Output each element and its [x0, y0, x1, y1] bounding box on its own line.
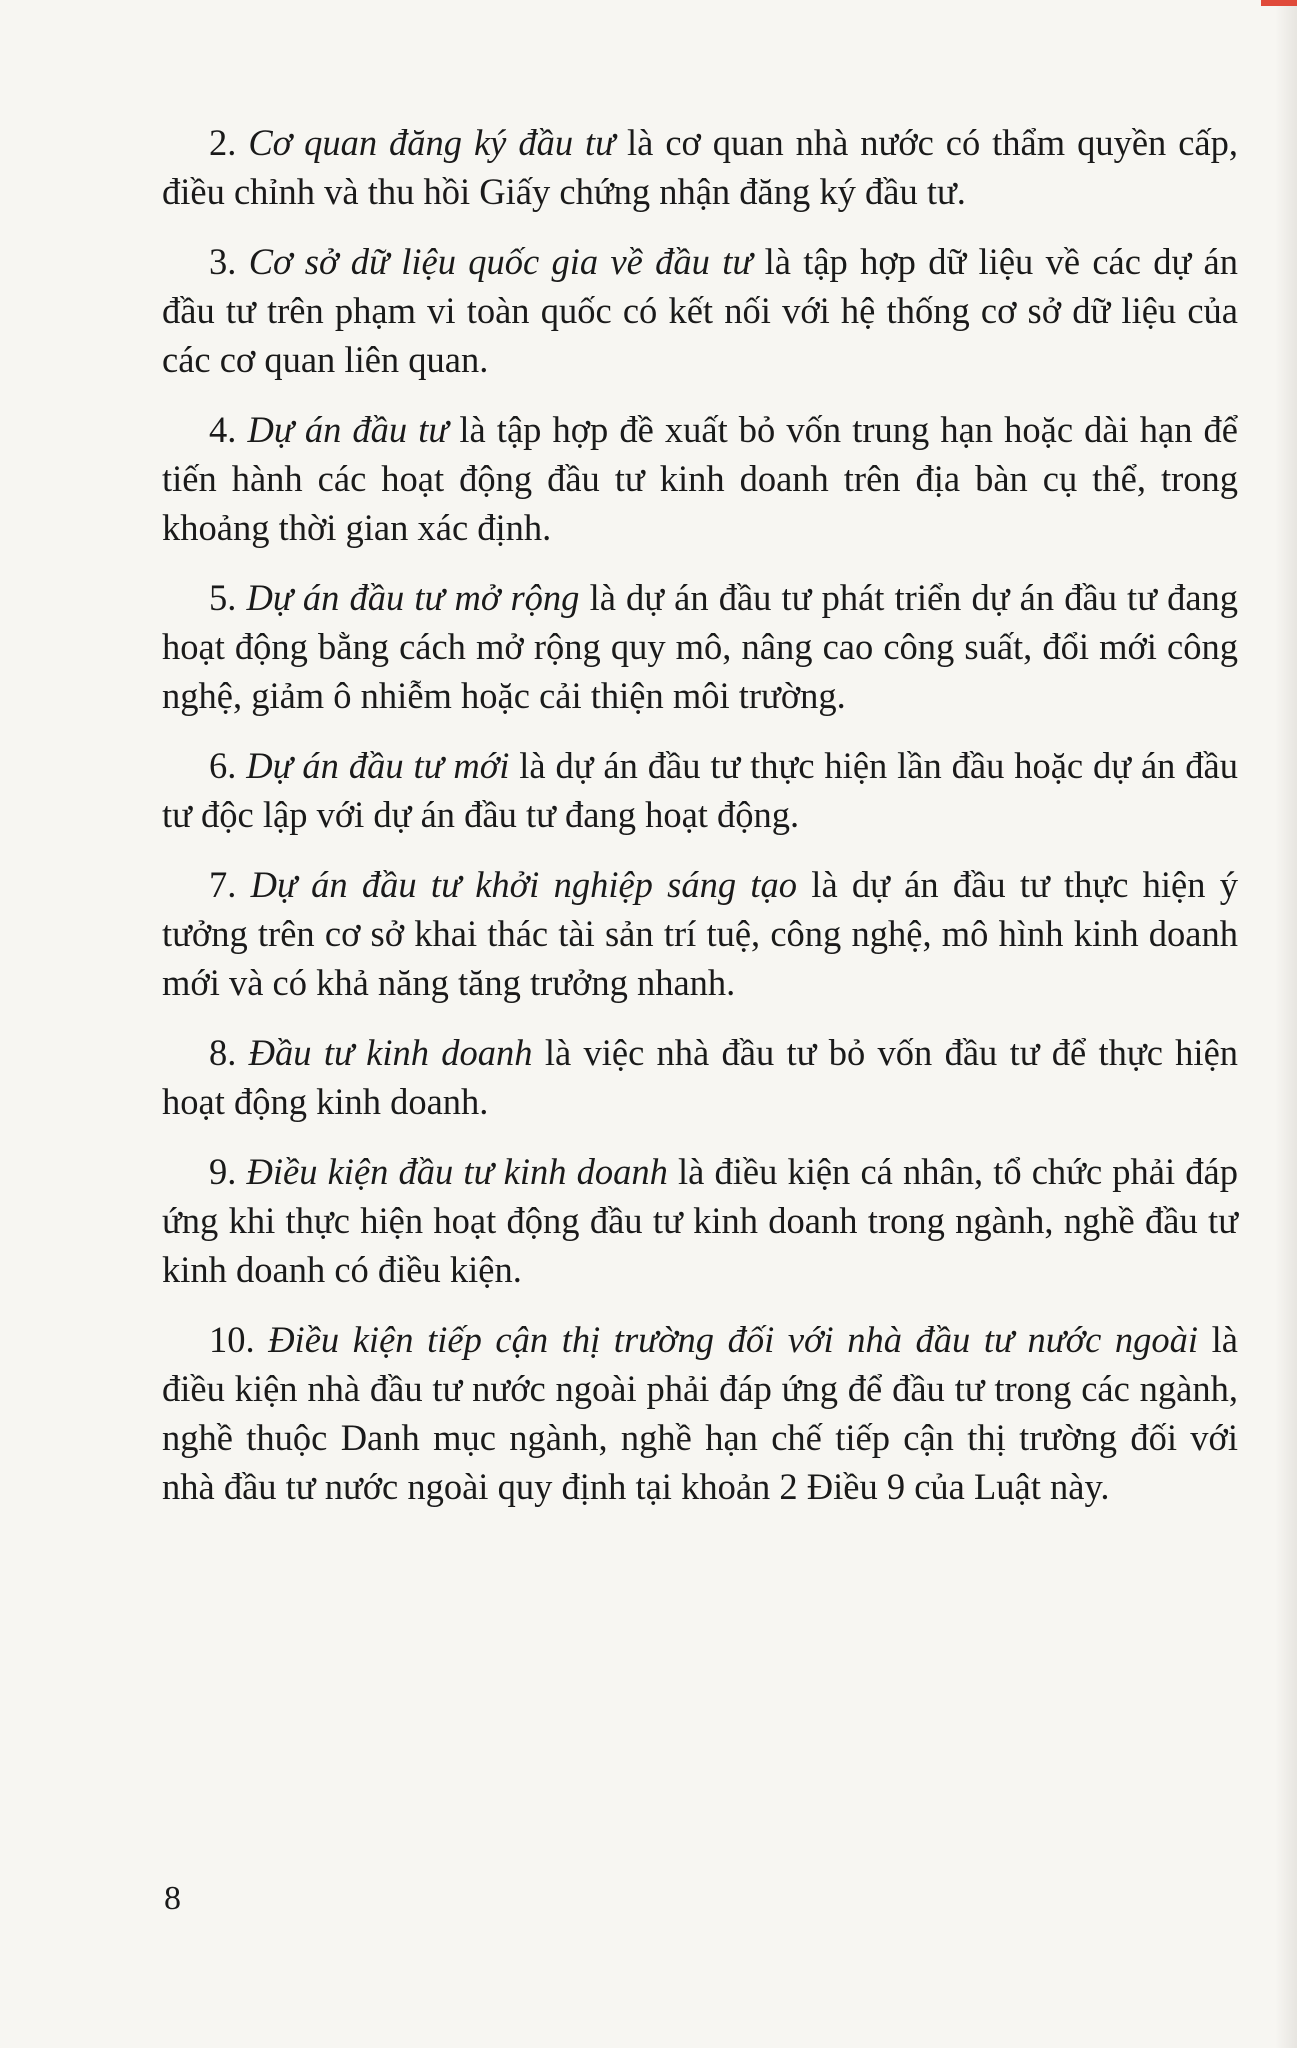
item-number: 3.	[209, 241, 237, 282]
item-number: 10.	[209, 1319, 255, 1360]
defined-term: Đầu tư kinh doanh	[248, 1032, 533, 1073]
definition-paragraph-5	[162, 573, 1238, 720]
definition-text: là tập hợp đề xuất bỏ vốn trung hạn hoặc dài hạn để tiến hành các hoạt động đầu tư kinh doanh trên địa bàn cụ thể, trong khoảng thời gian xác định.	[162, 409, 1239, 548]
definition-text: là điều kiện nhà đầu tư nước ngoài phải đáp ứng để đầu tư trong các ngành, nghề thuộc Danh mục ngành, nghề hạn chế tiếp cận thị trường đối với nhà đầu tư nước ngoài quy định tại khoản 2 Điều 9 của Luật này.	[162, 1319, 1238, 1507]
definition-text: là tập hợp dữ liệu về các dự án đầu tư trên phạm vi toàn quốc có kết nối với hệ thống cơ sở dữ liệu của các cơ quan liên quan.	[162, 241, 1239, 380]
defined-term: Dự án đầu tư mới	[246, 745, 510, 786]
definition-paragraph-8	[162, 1028, 1238, 1126]
definition-paragraph-4	[162, 405, 1238, 552]
defined-term: Dự án đầu tư mở rộng	[246, 577, 580, 618]
definition-paragraph-6	[162, 741, 1238, 839]
definition-text: là điều kiện cá nhân, tổ chức phải đáp ứng khi thực hiện hoạt động đầu tư kinh doanh trong ngành, nghề đầu tư kinh doanh có điều kiện.	[162, 1151, 1238, 1290]
item-number: 4.	[209, 409, 237, 450]
definition-text: là dự án đầu tư thực hiện ý tưởng trên cơ sở khai thác tài sản trí tuệ, công nghệ, mô hình kinh doanh mới và có khả năng tăng trưởng nhanh.	[162, 864, 1239, 1003]
definition-text: là dự án đầu tư thực hiện lần đầu hoặc dự án đầu tư độc lập với dự án đầu tư đang hoạt động.	[162, 745, 1238, 835]
corner-color-mark	[1261, 0, 1297, 6]
definition-text: là dự án đầu tư phát triển dự án đầu tư đang hoạt động bằng cách mở rộng quy mô, nâng cao công suất, đổi mới công nghệ, giảm ô nhiễm hoặc cải thiện môi trường.	[162, 577, 1239, 716]
item-number: 5.	[209, 577, 237, 618]
item-number: 7.	[209, 864, 237, 905]
item-number: 6.	[209, 745, 237, 786]
page-edge-shadow	[1275, 0, 1297, 2048]
page-number: 8	[164, 1880, 181, 1917]
defined-term: Cơ sở dữ liệu quốc gia về đầu tư	[248, 241, 753, 282]
item-number: 2.	[209, 122, 237, 163]
definition-text: là việc nhà đầu tư bỏ vốn đầu tư để thực hiện hoạt động kinh doanh.	[162, 1032, 1239, 1122]
definition-paragraph-7	[162, 860, 1238, 1007]
definition-paragraph-3	[162, 237, 1238, 384]
definition-text: là cơ quan nhà nước có thẩm quyền cấp, điều chỉnh và thu hồi Giấy chứng nhận đăng ký đầu tư.	[162, 122, 1239, 212]
definition-paragraph-9	[162, 1147, 1238, 1294]
definition-paragraph-10	[162, 1315, 1238, 1511]
definitions-text	[162, 118, 1238, 1532]
defined-term: Dự án đầu tư	[247, 409, 449, 450]
defined-term: Dự án đầu tư khởi nghiệp sáng tạo	[250, 864, 798, 905]
defined-term: Cơ quan đăng ký đầu tư	[248, 122, 616, 163]
item-number: 9.	[209, 1151, 237, 1192]
defined-term: Điều kiện đầu tư kinh doanh	[246, 1151, 668, 1192]
defined-term: Điều kiện tiếp cận thị trường đối với nhà đầu tư nước ngoài	[268, 1319, 1199, 1360]
definition-paragraph-2	[162, 118, 1238, 216]
item-number: 8.	[209, 1032, 237, 1073]
